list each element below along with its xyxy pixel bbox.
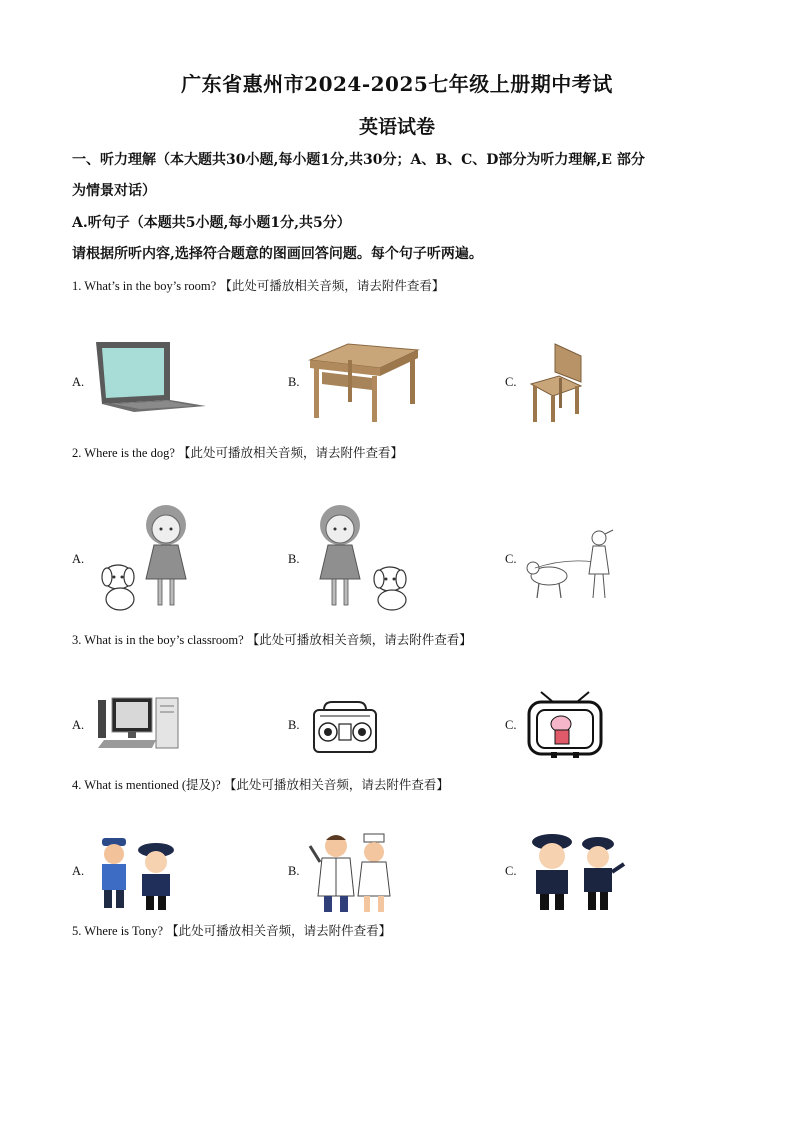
tv-icon: [525, 690, 605, 760]
section-heading-line2: 为情景对话）: [72, 183, 156, 199]
part-a-heading: A.听句子（本题共5小题,每小题1分,共5分）: [72, 215, 351, 231]
question-4: 4. What is mentioned (提及)? 【此处可播放相关音频，请去附件查看】: [72, 778, 449, 792]
computer-icon: [94, 694, 182, 752]
instruction: 请根据所听内容,选择符合题意的图画回答问题。每个句子听两遍。: [72, 246, 483, 262]
page-title: 广东省惠州市2024-2025七年级上册期中考试: [181, 72, 613, 96]
option-4c-label: C.: [505, 864, 517, 878]
police-officers-icon: [526, 830, 626, 912]
question-2: 2. Where is the dog? 【此处可播放相关音频，请去附件查看】: [72, 446, 403, 460]
option-1b-label: B.: [288, 375, 300, 389]
question-1: 1. What’s in the boy’s room? 【此处可播放相关音频，请去附件查看】: [72, 279, 445, 293]
page-subtitle: 英语试卷: [358, 116, 435, 138]
dog-left-of-girl-icon: [98, 503, 198, 613]
desk-icon: [308, 342, 420, 424]
option-4a-label: A.: [72, 864, 85, 878]
girl-walking-dog-icon: [525, 528, 617, 602]
question-3: 3. What is in the boy’s classroom? 【此处可播放相关音频，请去附件查看】: [72, 633, 472, 647]
laptop-icon: [94, 340, 206, 412]
radio-icon: [312, 700, 378, 754]
option-1c-label: C.: [505, 375, 517, 389]
option-3a-label: A.: [72, 718, 85, 732]
policemen-icon: [96, 834, 178, 912]
question-5: 5. Where is Tony? 【此处可播放相关音频，请去附件查看】: [72, 924, 392, 938]
option-2c-label: C.: [505, 552, 517, 566]
option-3b-label: B.: [288, 718, 300, 732]
doctor-nurse-icon: [306, 832, 394, 914]
option-2b-label: B.: [288, 552, 300, 566]
chair-icon: [525, 342, 585, 424]
option-3c-label: C.: [505, 718, 517, 732]
option-2a-label: A.: [72, 552, 85, 566]
option-1a-label: A.: [72, 375, 85, 389]
section-heading-line1: 一、听力理解（本大题共30小题,每小题1分,共30分；A、B、C、D部分为听力理解,E 部分: [72, 152, 645, 168]
option-4b-label: B.: [288, 864, 300, 878]
dog-right-of-girl-icon: [312, 503, 412, 613]
